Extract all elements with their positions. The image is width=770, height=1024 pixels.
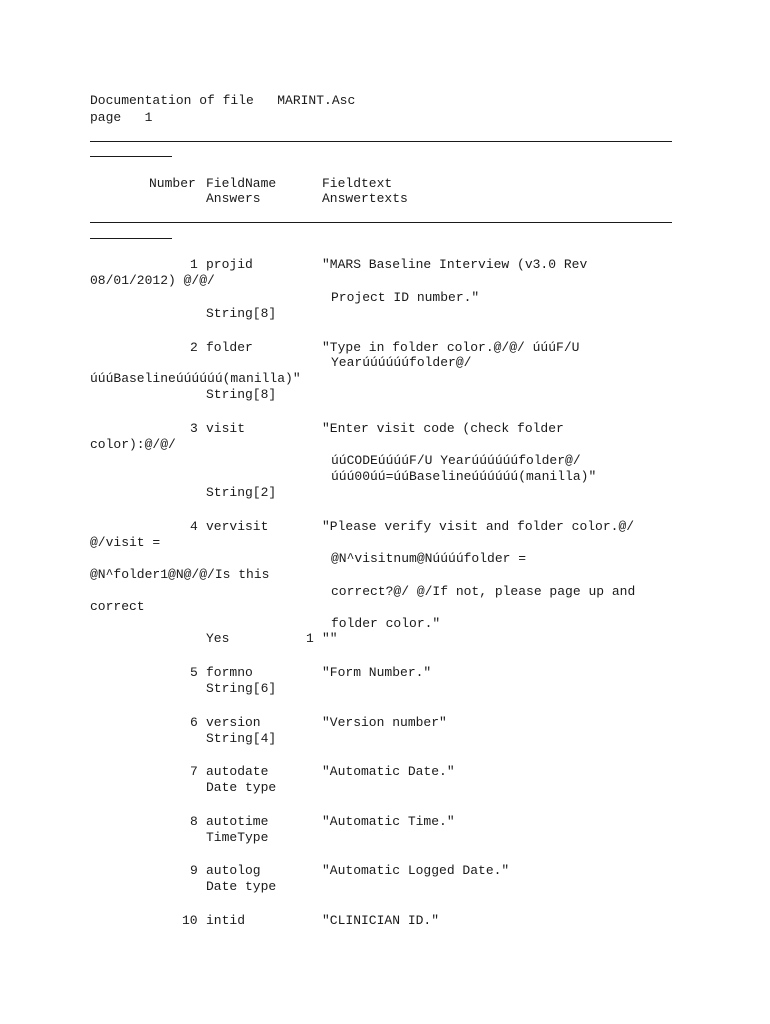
field-number: 6 (190, 715, 198, 730)
field-type: String[6] (206, 681, 277, 696)
field-number: 7 (190, 764, 198, 779)
field-text: "Automatic Logged Date." (322, 863, 510, 878)
field-type: String[2] (206, 485, 277, 500)
field-type: String[8] (206, 306, 277, 321)
field-text: "Automatic Time." (322, 814, 455, 829)
field-number: 8 (190, 814, 198, 829)
field-type: Date type (206, 879, 277, 894)
field-text: correct (90, 599, 145, 614)
field-name: autodate (206, 764, 269, 779)
col-answertexts: Answertexts (322, 191, 408, 206)
field-text: úúCODEúúúúF/U Yearúúúúúúfolder@/ (331, 453, 581, 468)
field-text: "Automatic Date." (322, 764, 455, 779)
field-name: version (206, 715, 261, 730)
field-type: String[4] (206, 731, 277, 746)
field-number: 3 (190, 421, 198, 436)
field-text: @N^folder1@N@/@/Is this (90, 567, 270, 582)
field-type: TimeType (206, 830, 269, 845)
answer-text: "" (322, 631, 338, 646)
field-text: "Type in folder color.@/@/ úúúF/U (322, 340, 580, 355)
field-number: 5 (190, 665, 198, 680)
col-answers: Answers (206, 191, 261, 206)
field-name: visit (206, 421, 246, 436)
doc-title: Documentation of file MARINT.Asc (90, 93, 356, 108)
field-number: 2 (190, 340, 198, 355)
field-text: "MARS Baseline Interview (v3.0 Rev (322, 257, 588, 272)
field-name: formno (206, 665, 253, 680)
field-text: folder color." (331, 616, 441, 631)
divider (90, 141, 672, 142)
field-text: "Please verify visit and folder color.@/ (322, 519, 635, 534)
field-number: 10 (182, 913, 198, 928)
field-name: intid (206, 913, 246, 928)
field-number: 4 (190, 519, 198, 534)
field-name: folder (206, 340, 253, 355)
field-text: Yearúúúúúúfolder@/ (331, 355, 472, 370)
col-fieldname: FieldName (206, 176, 277, 191)
col-number: Number (149, 176, 196, 191)
field-text: 08/01/2012) @/@/ (90, 273, 215, 288)
field-text: correct?@/ @/If not, please page up and (331, 584, 636, 599)
page-number: page 1 (90, 110, 153, 125)
field-number: 9 (190, 863, 198, 878)
field-name: projid (206, 257, 253, 272)
field-text: úúú00úú=úúBaselineúúúúúú(manilla)" (331, 469, 597, 484)
field-text: "Form Number." (322, 665, 432, 680)
field-text: @N^visitnum@Núúúúfolder = (331, 551, 527, 566)
divider (90, 156, 172, 157)
field-name: autolog (206, 863, 261, 878)
field-name: autotime (206, 814, 269, 829)
field-text: "Version number" (322, 715, 447, 730)
divider (90, 238, 172, 239)
field-type: Date type (206, 780, 277, 795)
field-text: "Enter visit code (check folder (322, 421, 564, 436)
field-text: "CLINICIAN ID." (322, 913, 440, 928)
field-number: 1 (190, 257, 198, 272)
field-text: úúúBaselineúúúúúú(manilla)" (90, 371, 301, 386)
field-text: color):@/@/ (90, 437, 176, 452)
col-fieldtext: Fieldtext (322, 176, 393, 191)
field-text: Project ID number." (331, 290, 480, 305)
field-type: String[8] (206, 387, 277, 402)
field-name: vervisit (206, 519, 269, 534)
answer-label: Yes (206, 631, 230, 646)
divider (90, 222, 672, 223)
answer-code: 1 (306, 631, 314, 646)
field-text: @/visit = (90, 535, 161, 550)
